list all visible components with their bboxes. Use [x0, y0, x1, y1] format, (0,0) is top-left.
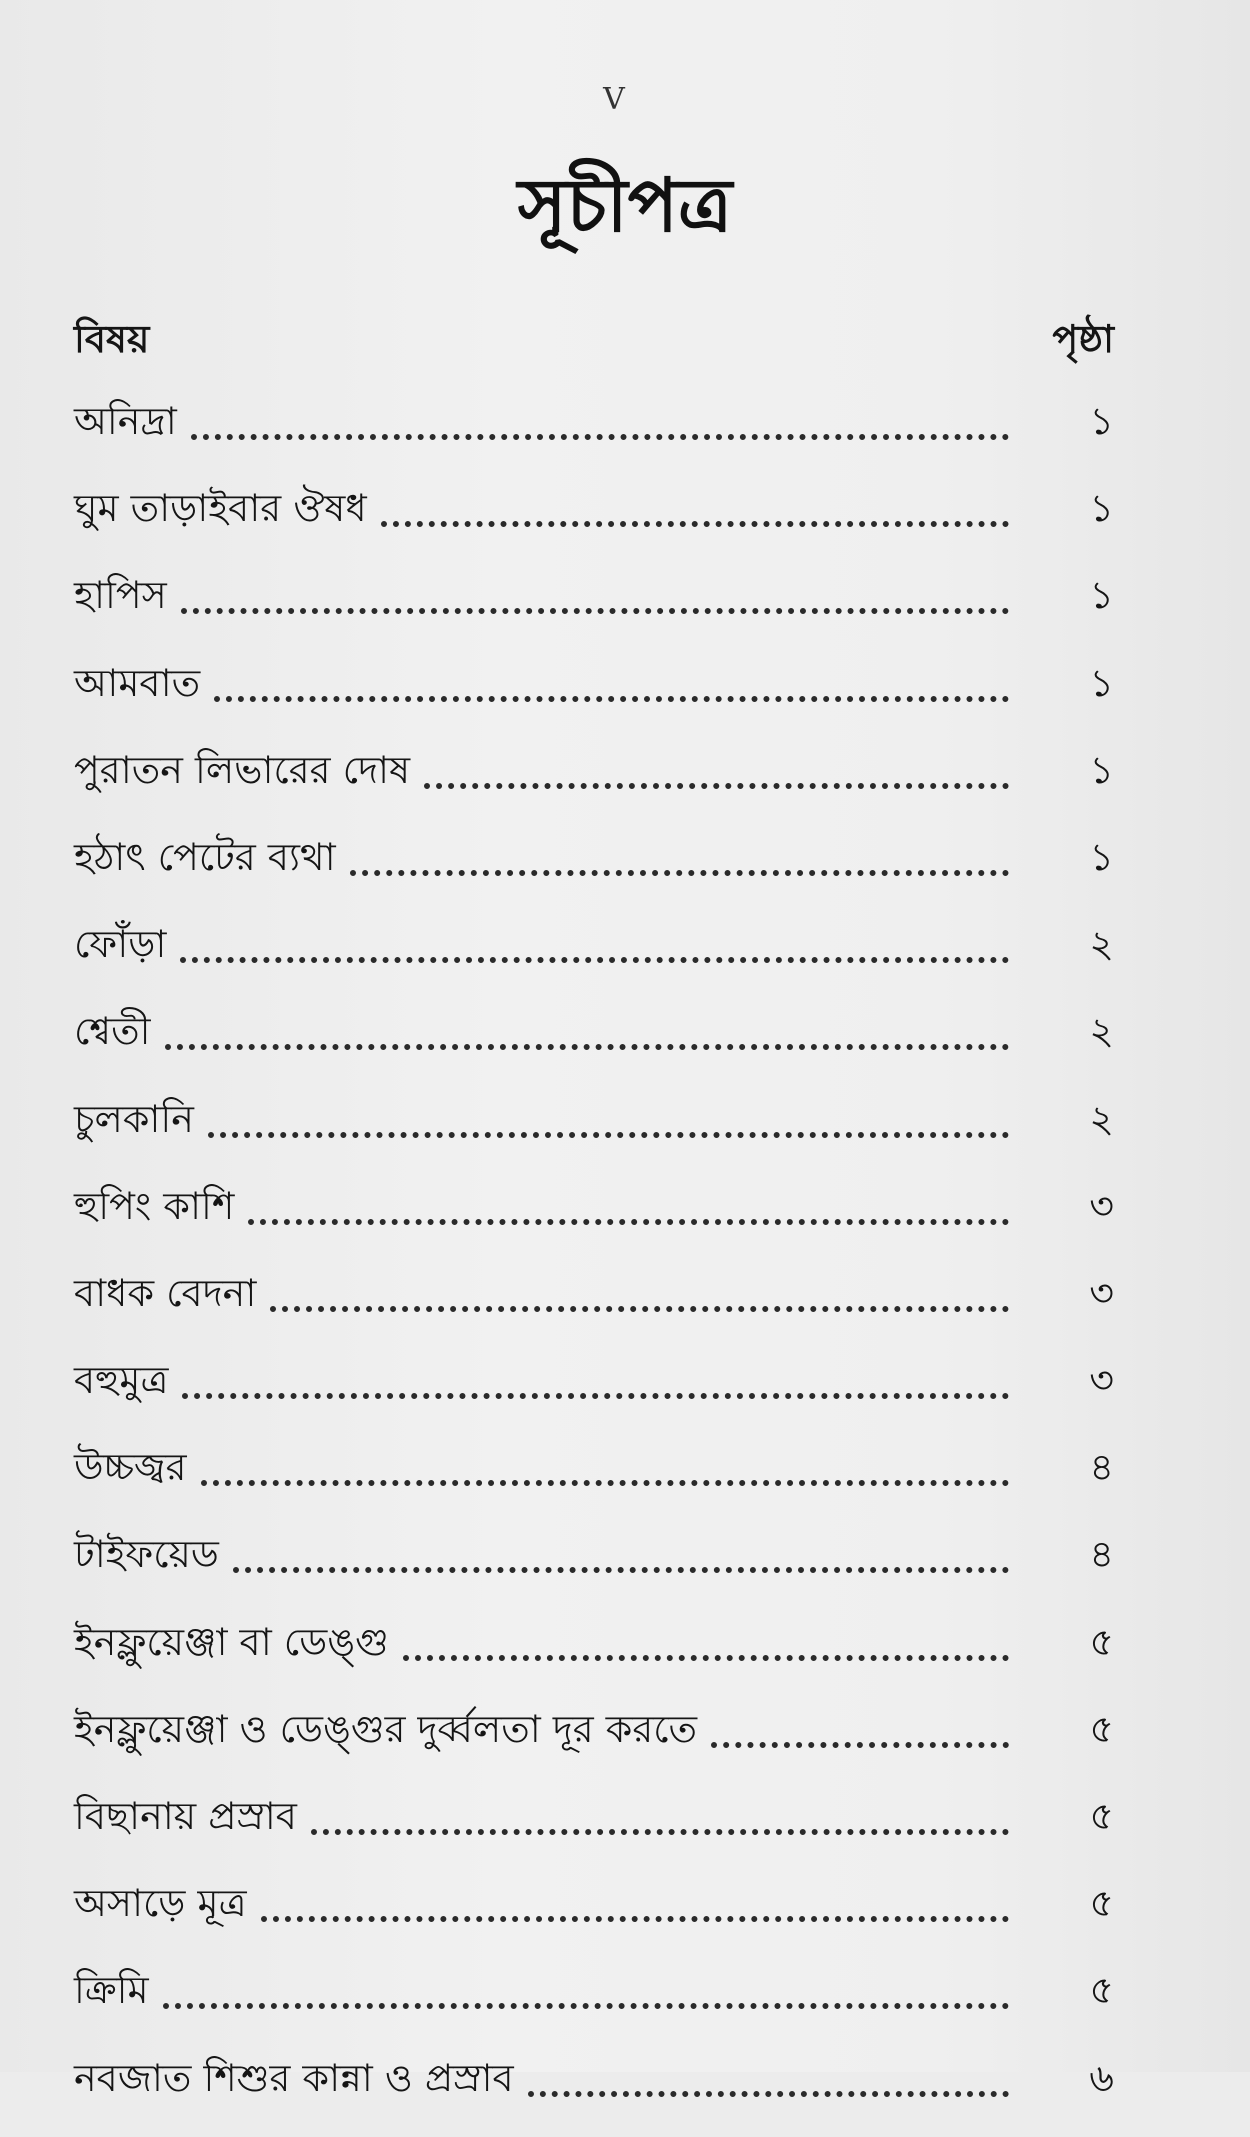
entry-page-number: ৩: [1089, 1358, 1114, 1403]
entry-page-number: ৫: [1089, 1881, 1114, 1926]
contents-entry: [74, 1701, 1114, 1788]
dot-leader: [350, 870, 1009, 876]
entry-title: হুপিং কাশি: [74, 1183, 235, 1228]
entry-page-number: ২: [1089, 922, 1114, 967]
entry-title: বাধক বেদনা: [74, 1270, 257, 1315]
dot-leader: [180, 957, 1009, 963]
dot-leader: [163, 2003, 1009, 2009]
entry-title: বিছানায় প্রস্রাব: [74, 1794, 297, 1838]
entry-title: উচ্চজ্বর: [74, 1445, 187, 1490]
entry-page-number: ৩: [1089, 1270, 1114, 1315]
dot-leader: [528, 2091, 1009, 2097]
dot-leader: [182, 1393, 1009, 1399]
dot-leader: [261, 1916, 1009, 1922]
contents-list: [74, 393, 1114, 2137]
contents-entry: [74, 1091, 1114, 1178]
entry-page-number: ১: [1089, 399, 1114, 443]
entry-title: আমবাত: [74, 660, 201, 705]
entry-page-number: ৬: [1089, 2055, 1114, 2100]
dot-leader: [424, 783, 1009, 789]
contents-entry: [74, 1875, 1114, 1962]
entry-title: ইনফ্লুয়েঞ্জা বা ডেঙ্গু: [74, 1619, 389, 1664]
contents-entry: [74, 1178, 1114, 1265]
entry-page-number: ৩: [1089, 1183, 1114, 1228]
dot-leader: [201, 1480, 1009, 1486]
dot-leader: [191, 434, 1009, 440]
contents-entry: [74, 1003, 1114, 1090]
contents-entry: [74, 1526, 1114, 1613]
entry-page-number: ৫: [1089, 1968, 1114, 2013]
entry-title: ক্রিমি: [74, 1968, 149, 2013]
entry-page-number: ৪: [1089, 1532, 1114, 1577]
dot-leader: [214, 696, 1009, 702]
entry-title: অনিদ্রা: [74, 399, 177, 443]
column-header: [74, 310, 1114, 366]
entry-title: ফোঁড়া: [74, 922, 167, 967]
dot-leader: [381, 521, 1009, 527]
contents-entry: [74, 655, 1114, 742]
entry-page-number: ১: [1089, 573, 1114, 618]
entry-page-number: ৫: [1089, 1619, 1114, 1664]
dot-leader: [233, 1567, 1009, 1573]
entry-title: হঠাৎ পেটের ব্যথা: [74, 834, 336, 879]
dot-leader: [248, 1219, 1009, 1225]
entry-title: শ্বেতী: [74, 1009, 151, 1054]
dot-leader: [208, 1132, 1009, 1138]
contents-entry: [74, 1352, 1114, 1439]
entry-title: চুলকানি: [74, 1096, 194, 1141]
entry-page-number: ৫: [1089, 1706, 1114, 1751]
entry-title: অসাড়ে মূত্র: [74, 1881, 247, 1926]
contents-entry: [74, 916, 1114, 1003]
dot-leader: [711, 1742, 1009, 1748]
entry-title: নবজাত শিশুর কান্না ও প্রস্রাব: [74, 2055, 514, 2100]
entry-page-number: ৪: [1089, 1445, 1114, 1490]
entry-title: ইনফ্লুয়েঞ্জা ও ডেঙ্গুর দুর্ব্বলতা দূর করতে: [74, 1706, 698, 1751]
contents-entry: [74, 1265, 1114, 1352]
dot-leader: [403, 1655, 1009, 1661]
entry-page-number: ২: [1089, 1096, 1114, 1141]
contents-entry: [74, 742, 1114, 829]
dot-leader: [311, 1829, 1009, 1835]
column-subject-label: বিষয়: [74, 317, 150, 361]
contents-entry: [74, 1614, 1114, 1701]
entry-page-number: ২: [1089, 1009, 1114, 1054]
dot-leader: [181, 608, 1009, 614]
entry-page-number: ১: [1089, 834, 1114, 879]
dot-leader: [270, 1306, 1009, 1312]
entry-page-number: ১: [1089, 660, 1114, 705]
contents-entry: [74, 567, 1114, 654]
entry-page-number: ৫: [1089, 1794, 1114, 1838]
contents-entry: [74, 2050, 1114, 2137]
dot-leader: [165, 1044, 1009, 1050]
entry-title: টাইফয়েড: [74, 1532, 219, 1577]
contents-entry: [74, 393, 1114, 480]
entry-title: ঘুম তাড়াইবার ঔষধ: [74, 486, 367, 531]
contents-entry: [74, 1962, 1114, 2049]
column-page-label: পৃষ্ঠা: [1052, 317, 1114, 361]
contents-entry: [74, 1788, 1114, 1875]
page-number: V: [603, 82, 627, 117]
entry-page-number: ১: [1089, 486, 1114, 531]
entry-page-number: ১: [1089, 747, 1114, 792]
contents-entry: [74, 1439, 1114, 1526]
contents-entry: [74, 829, 1114, 916]
page-title: সূচীপত্র: [517, 163, 733, 249]
entry-title: হাপিস: [74, 573, 167, 618]
entry-title: পুরাতন লিভারের দোষ: [74, 747, 411, 792]
contents-entry: [74, 480, 1114, 567]
entry-title: বহুমুত্র: [74, 1358, 169, 1403]
